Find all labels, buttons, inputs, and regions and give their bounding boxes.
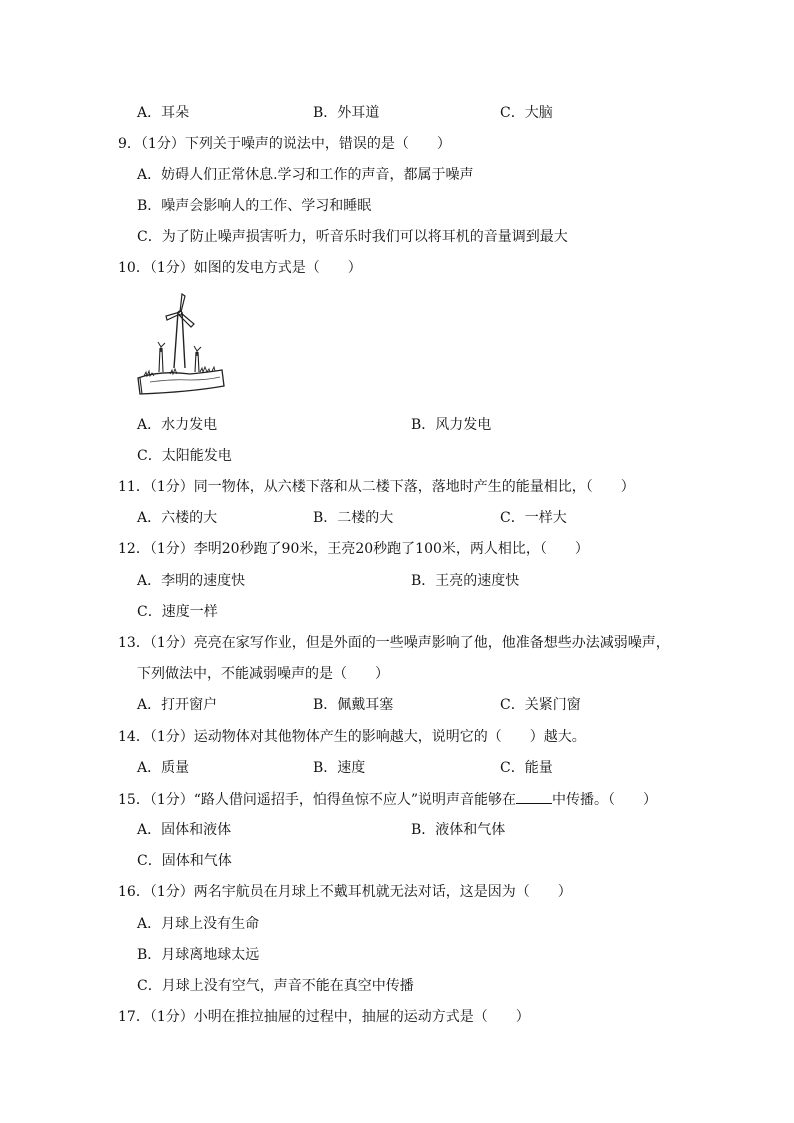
q9-option-a: A．妨碍人们正常休息.学习和工作的声音，都属于噪声	[137, 167, 474, 183]
q11-stem: 11．（1分）同一物体，从六楼下落和从二楼下落，落地时产生的能量相比，（ ）	[118, 479, 635, 495]
q8-option-a: A．耳朵	[137, 105, 190, 121]
q10-option-b: B．风力发电	[411, 417, 492, 433]
q10-stem: 10．（1分）如图的发电方式是（ ）	[118, 260, 362, 276]
q15-stem	[118, 789, 657, 809]
q12-stem: 12．（1分）李明20秒跑了90米，王亮20秒跑了100米，两人相比，（ ）	[118, 541, 589, 557]
q16-option-a: A．月球上没有生命	[137, 916, 260, 932]
q13-option-a: A．打开窗户	[137, 697, 218, 713]
q8-option-b: B．外耳道	[313, 105, 380, 121]
q10-option-c: C．太阳能发电	[137, 448, 232, 464]
q14-option-a: A．质量	[137, 760, 190, 776]
q15-stem-start: 15．（1分）“路人借问遥招手，怕得鱼惊不应人”说明声音能够在	[118, 792, 517, 808]
wind-turbine-figure	[130, 290, 230, 398]
q15-option-b: B．液体和气体	[411, 822, 506, 838]
q15-option-a: A．固体和液体	[137, 822, 232, 838]
q11-option-b: B．二楼的大	[313, 510, 394, 526]
q9-option-c: C．为了防止噪声损害听力，听音乐时我们可以将耳机的音量调到最大	[137, 229, 568, 245]
q10-option-a: A．水力发电	[137, 417, 218, 433]
q13-option-c: C．关紧门窗	[500, 697, 581, 713]
q8-option-c: C．大脑	[500, 105, 553, 121]
q15-option-c: C．固体和气体	[137, 853, 232, 869]
q12-option-a: A．李明的速度快	[137, 573, 246, 589]
q15-answer-blank	[516, 789, 552, 804]
q14-stem: 14．（1分）运动物体对其他物体产生的影响越大，说明它的（ ）越大。	[118, 729, 586, 745]
q11-option-a: A．六楼的大	[137, 510, 218, 526]
q14-option-b: B．速度	[313, 760, 366, 776]
q16-stem: 16．（1分）两名宇航员在月球上不戴耳机就无法对话，这是因为（ ）	[118, 884, 572, 900]
q13-option-b: B．佩戴耳塞	[313, 697, 394, 713]
q17-stem: 17．（1分）小明在推拉抽屉的过程中，抽屉的运动方式是（ ）	[118, 1009, 530, 1025]
q16-option-b: B．月球离地球太远	[137, 947, 260, 963]
q12-option-c: C．速度一样	[137, 604, 218, 620]
q9-option-b: B．噪声会影响人的工作、学习和睡眠	[137, 198, 372, 214]
q9-stem: 9．（1分）下列关于噪声的说法中，错误的是（ ）	[118, 136, 451, 152]
q12-option-b: B．王亮的速度快	[411, 573, 520, 589]
q13-stem-continued: 下列做法中，不能减弱噪声的是（ ）	[137, 666, 389, 682]
q11-option-c: C．一样大	[500, 510, 567, 526]
q16-option-c: C．月球上没有空气，声音不能在真空中传播	[137, 978, 414, 994]
q14-option-c: C．能量	[500, 760, 553, 776]
q13-stem: 13．（1分）亮亮在家写作业，但是外面的一些噪声影响了他，他准备想些办法减弱噪声，	[118, 635, 670, 651]
q15-stem-end: 中传播。（ ）	[552, 792, 658, 808]
